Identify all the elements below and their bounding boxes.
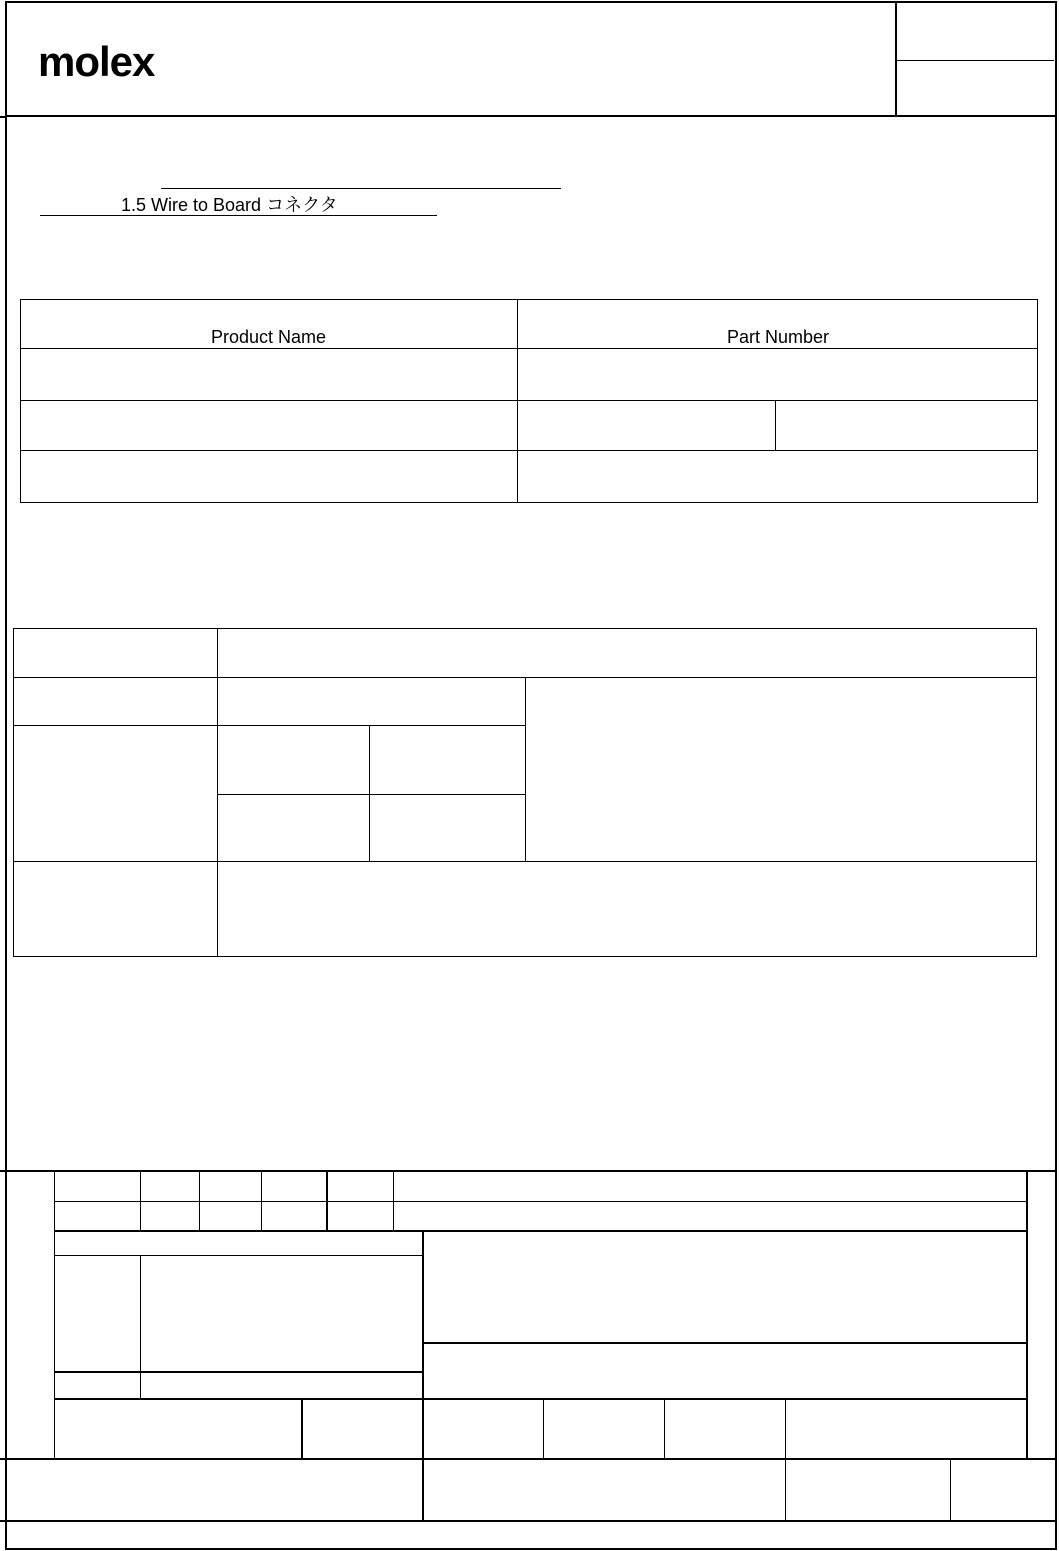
footer-col [950,1459,951,1521]
product-table-rule-1 [20,348,1038,349]
revision-top-rule [5,1170,1057,1172]
header-bottom-rule [5,115,1057,117]
document-subtitle: 1.5 Wire to Board コネクタ [121,195,338,215]
logo: molex [38,38,155,85]
product-table-rule-2 [20,400,1038,401]
block-rule-3 [54,1398,1027,1400]
rev-col-5 [393,1171,394,1231]
rev-col-3 [261,1171,262,1231]
rev-col-4 [326,1171,328,1231]
spec-subcol-divider [369,725,370,861]
sign-col-4 [785,1399,786,1521]
left-block-rule-1 [54,1255,423,1256]
sign-col-3 [664,1399,665,1459]
rev-col-2 [199,1171,200,1231]
header-right-cell-rule [896,60,1054,61]
revision-right-col [1026,1171,1028,1459]
left-block-rule-2 [54,1371,423,1373]
header-right-divider [895,1,897,116]
right-block-rule-1 [423,1342,1027,1344]
column-header-part-number: Part Number [726,327,830,347]
spec-rule-2 [13,725,525,726]
spec-rule-4 [13,861,1037,862]
sign-col-1 [301,1399,303,1459]
revision-left-col [54,1171,55,1459]
rev-col-1 [140,1171,141,1231]
center-divider [422,1231,424,1521]
subtitle-underline [40,215,437,216]
footer-rule-1 [5,1458,1057,1460]
footer-rule-2 [5,1520,1057,1522]
product-table-rule-3 [20,450,1038,451]
sign-col-2 [543,1399,544,1459]
spec-merged-cell-divider [525,677,526,861]
left-block-col [140,1255,141,1399]
column-header-product-name: Product Name [210,327,327,347]
title-underline [161,188,561,189]
product-table-subcol-divider [775,400,776,450]
spec-rule-3 [217,794,525,795]
